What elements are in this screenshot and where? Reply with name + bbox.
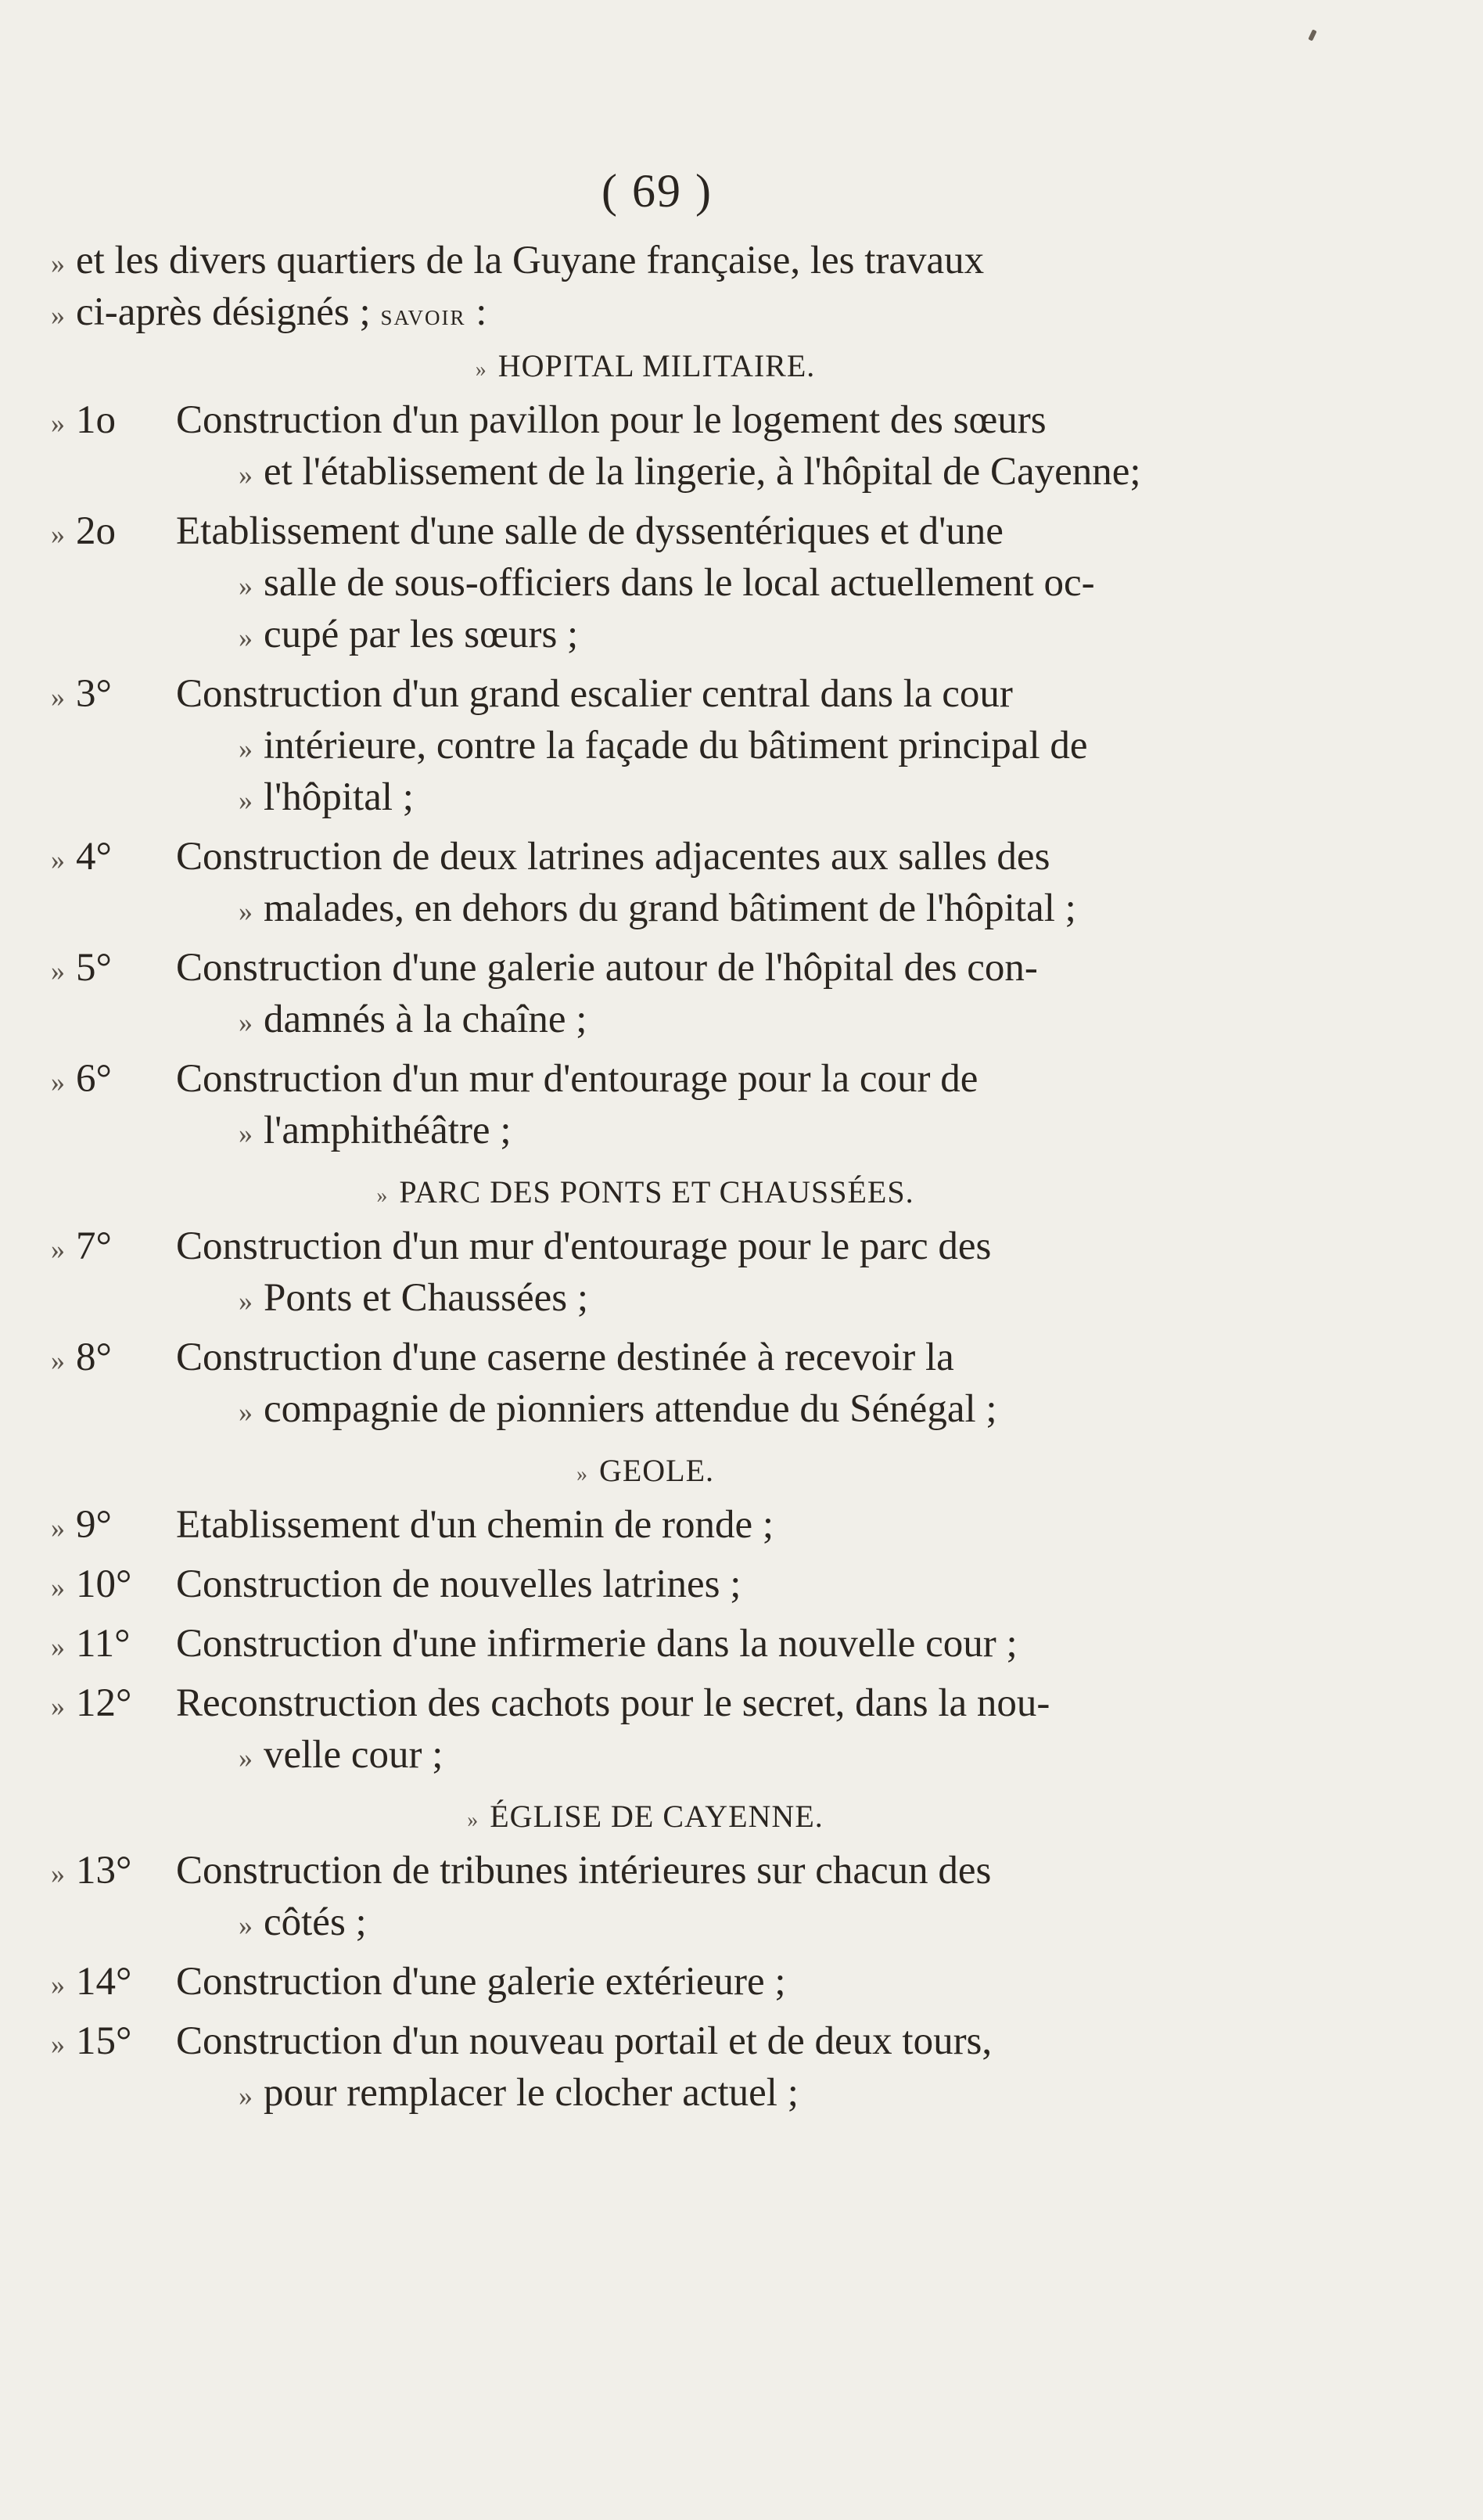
item-number [51,1332,112,1386]
item-number-text: 14° [76,1960,132,2004]
quote-mark: » [51,248,65,279]
item-text: intérieure, contre la façade du bâtiment principal de [264,724,1088,768]
item-number-text: 1o [76,398,116,442]
quote-mark: » [376,1184,389,1208]
quote-mark: » [239,733,253,764]
item-text: Construction d'une caserne destinée à recevoir la [176,1335,954,1379]
item-line [176,1499,1224,1551]
list-item [51,394,1224,498]
item-number-text: 12° [76,1681,132,1725]
list-item [51,1956,1224,2008]
item-text: Construction d'un mur d'entourage pour la cour de [176,1057,978,1101]
sections-container [51,338,1224,2119]
quote-mark: » [51,519,65,550]
quote-mark: » [51,1066,65,1098]
item-line [176,1053,1224,1105]
item-line [176,1272,1224,1324]
item-number [51,394,116,449]
quote-mark: » [51,1345,65,1376]
item-line [176,1220,1224,1272]
item-number-text: 6° [76,1057,112,1101]
item-text: compagnie de pionniers attendue du Sénégal ; [264,1387,997,1431]
item-text: l'hôpital ; [264,775,414,819]
item-line [176,1383,1224,1435]
item-number [51,1618,131,1673]
list-item [51,1053,1224,1156]
section-heading [51,1443,1224,1499]
item-line [176,2015,1224,2067]
item-number-text: 10° [76,1562,132,1606]
quote-mark: » [51,955,65,987]
list-item [51,1618,1224,1670]
item-number [51,1677,131,1732]
item-text: Ponts et Chaussées ; [264,1276,589,1320]
list-item [51,1677,1224,1781]
section-heading [51,1788,1224,1845]
section-heading-text: HOPITAL MILITAIRE. [497,348,816,383]
list-item [51,942,1224,1045]
item-number [51,668,112,723]
quote-mark: » [467,1808,479,1832]
section-heading-text: ÉGLISE DE CAYENNE. [490,1799,824,1834]
item-line [176,1332,1224,1383]
item-line [176,557,1224,609]
quote-mark: » [51,1572,65,1603]
quote-mark: » [51,408,65,439]
item-number [51,1845,131,1900]
list-item [51,1220,1224,1324]
item-number-text: 7° [76,1224,112,1268]
item-line [176,609,1224,660]
item-line [176,446,1224,498]
item-number [51,2015,131,2070]
item-text: côtés ; [264,1900,367,1944]
section-heading [51,338,1224,394]
list-item [51,1332,1224,1435]
quote-mark: » [51,681,65,713]
item-text: l'amphithéâtre ; [264,1109,512,1152]
list-item [51,831,1224,934]
quote-mark: » [51,1858,65,1889]
list-item [51,2015,1224,2119]
item-text: salle de sous-officiers dans le local actuellement oc- [264,561,1095,605]
quote-mark: » [576,1462,588,1486]
item-number [51,1499,112,1554]
intro-text: ci-après désignés ; [76,290,371,334]
item-line [176,994,1224,1045]
item-text: cupé par les sœurs ; [264,613,579,656]
intro-line [51,286,1224,338]
item-line [176,720,1224,771]
quote-mark: » [239,1910,253,1941]
intro-colon: : [465,290,487,334]
quote-mark: » [51,1969,65,2001]
savoir-word: savoir [380,299,466,332]
item-text: Construction d'un nouveau portail et de deux tours, [176,2019,993,2063]
item-text: Construction de tribunes intérieures sur chacun des [176,1849,992,1893]
list-item [51,1558,1224,1610]
item-line [176,394,1224,446]
item-line [176,831,1224,883]
quote-mark: » [51,1631,65,1663]
quote-mark: » [51,1691,65,1722]
item-line [176,1558,1224,1610]
item-line [176,1845,1224,1896]
list-item [51,1845,1224,1948]
item-number-text: 9° [76,1503,112,1547]
item-line [176,505,1224,557]
item-text: Etablissement d'un chemin de ronde ; [176,1503,774,1547]
list-item [51,1499,1224,1551]
item-number-text: 15° [76,2019,132,2063]
item-text: Construction de nouvelles latrines ; [176,1562,742,1606]
item-line [176,771,1224,823]
quote-mark: » [239,1397,253,1428]
item-line [176,1105,1224,1156]
quote-mark: » [239,1742,253,1774]
quote-mark: » [239,2080,253,2112]
page-number: ( 69 ) [601,165,713,217]
section-heading-text: GEOLE. [598,1453,715,1488]
page-body [51,235,1224,2126]
item-number [51,831,112,886]
quote-mark: » [239,896,253,927]
quote-mark: » [51,2029,65,2060]
quote-mark: » [239,1118,253,1149]
item-line [176,1896,1224,1948]
quote-mark: » [239,1285,253,1317]
item-line [176,1677,1224,1729]
item-text: pour remplacer le clocher actuel ; [264,2071,799,2115]
quote-mark: » [51,1512,65,1544]
item-line [176,1729,1224,1781]
item-text: Construction d'un mur d'entourage pour le parc des [176,1224,992,1268]
item-line [176,1956,1224,2008]
item-text: velle cour ; [264,1733,443,1777]
quote-mark: » [239,622,253,653]
item-number [51,1220,112,1275]
item-text: Construction de deux latrines adjacentes aux salles des [176,835,1050,879]
item-line [176,1618,1224,1670]
intro-line [51,235,1224,286]
item-text: Etablissement d'une salle de dyssentériques et d'une [176,509,1004,553]
intro-text: et les divers quartiers de la Guyane française, les travaux [76,239,985,282]
item-line [176,883,1224,934]
quote-mark: » [475,358,487,382]
item-number-text: 11° [76,1622,131,1666]
item-text: Reconstruction des cachots pour le secret, dans la nou- [176,1681,1050,1725]
quote-mark: » [239,459,253,491]
item-text: Construction d'un pavillon pour le logement des sœurs [176,398,1047,442]
item-number [51,1558,131,1613]
item-number-text: 5° [76,946,112,990]
item-number [51,1053,112,1108]
quote-mark: » [51,1234,65,1265]
item-text: malades, en dehors du grand bâtiment de l'hôpital ; [264,886,1076,930]
item-text: Construction d'un grand escalier central dans la cour [176,672,1013,716]
quote-mark: » [51,844,65,875]
ink-mark [1308,29,1316,41]
item-text: Construction d'une galerie autour de l'hôpital des con- [176,946,1038,990]
item-number-text: 2o [76,509,116,553]
item-line [176,668,1224,720]
quote-mark: » [239,1007,253,1038]
section-heading [51,1164,1224,1220]
item-number [51,1956,131,2011]
item-line [176,942,1224,994]
list-item [51,505,1224,660]
item-number [51,505,116,560]
item-text: damnés à la chaîne ; [264,998,587,1041]
quote-mark: » [51,300,65,331]
item-number-text: 4° [76,835,112,879]
item-number-text: 8° [76,1335,112,1379]
item-text: et l'établissement de la lingerie, à l'hôpital de Cayenne; [264,450,1141,494]
item-number [51,942,112,997]
list-item [51,668,1224,823]
quote-mark: » [239,570,253,602]
item-number-text: 3° [76,672,112,716]
item-text: Construction d'une infirmerie dans la nouvelle cour ; [176,1622,1018,1666]
section-heading-text: PARC DES PONTS ET CHAUSSÉES. [399,1174,914,1210]
item-line [176,2067,1224,2119]
item-number-text: 13° [76,1849,132,1893]
quote-mark: » [239,785,253,816]
item-text: Construction d'une galerie extérieure ; [176,1960,786,2004]
